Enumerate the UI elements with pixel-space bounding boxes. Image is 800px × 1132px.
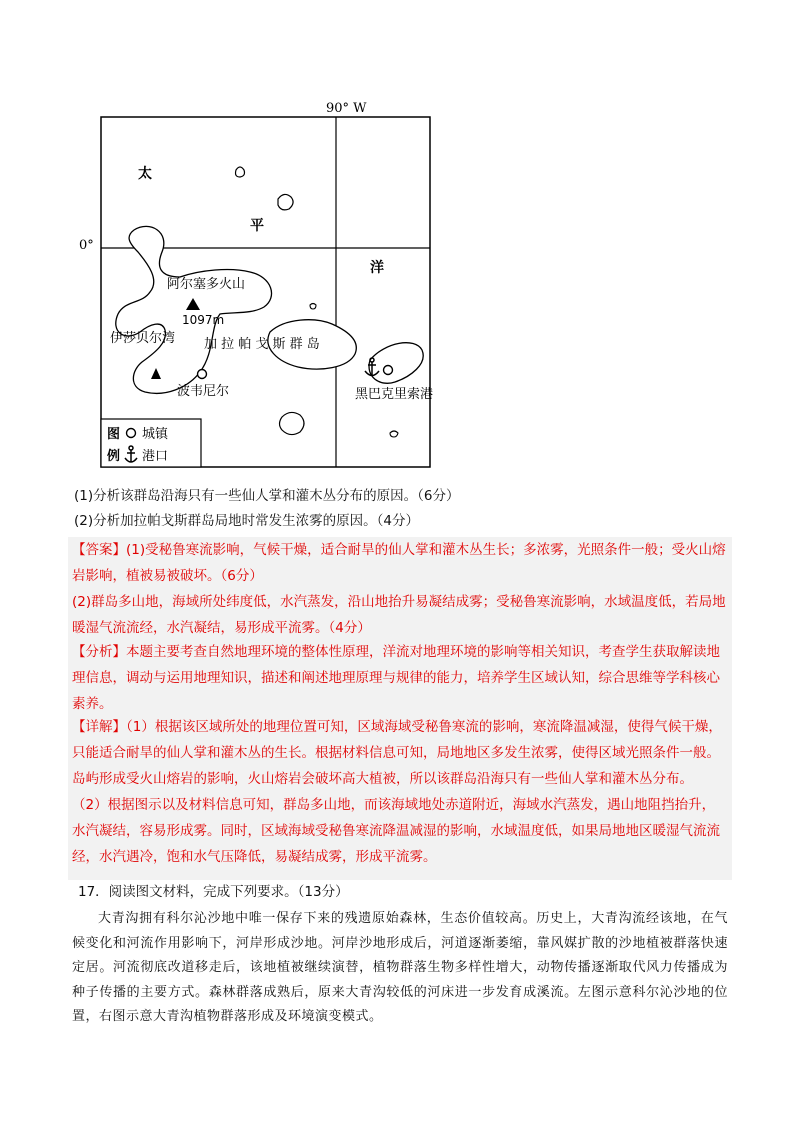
town-icon [198, 370, 207, 379]
question-17-title: 17．阅读图文材料，完成下列要求。（13分） [78, 884, 349, 900]
answer-tag: 【答案】 [72, 542, 126, 558]
answer-part-2: (2)群岛多山地，海域所处纬度低，水汽蒸发，沿山地抬升易凝结成雾；受秘鲁寒流影响，水域温度低，若局地暖湿气流流经，水汽凝结，易形成平流雾。（4分） [72, 594, 726, 636]
question-17-passage: 大青沟拥有科尔沁沙地中唯一保存下来的残遗原始森林，生态价值较高。历史上，大青沟流经该地，在气候变化和河流作用影响下，河岸形成沙地。河岸沙地形成后，河道逐渐萎缩，靠风媒扩散的沙地植被群落快速定居。河流彻底改道移走后，该地植被继续演替，植物群落生物多样性增大，动物传播逐渐取代风力传播成为种子传播的主要方式。森林群落成熟后，原来大青沟较低的河床进一步发育成溪流。左图示意科尔沁沙地的位置，右图示意大青沟植物群落形成及环境演变模式。 [72, 911, 728, 1024]
port-label: 黑巴克里索港 [355, 387, 434, 402]
island-pinta [278, 194, 293, 209]
analysis-tag: 【分析】 [72, 644, 126, 660]
island-north-small [236, 167, 245, 177]
legend-title-1: 图 [107, 427, 121, 442]
answer-part-1: (1)受秘鲁寒流影响，气候干燥，适合耐旱的仙人掌和灌木丛生长；多浓雾，光照条件一般；受火山熔岩影响，植被易被破坏。（6分） [72, 542, 726, 584]
legend-town-icon [127, 429, 136, 438]
elevation-label: 1097m [182, 313, 225, 327]
detail-tag: 【详解】 [72, 719, 126, 735]
analysis-block [68, 639, 732, 714]
longitude-label: 90° W [326, 101, 367, 116]
latitude-label: 0° [79, 238, 94, 253]
ocean-char-2: 平 [250, 218, 264, 234]
island-tiny-1 [310, 304, 316, 310]
legend-port-label: 港口 [142, 449, 169, 464]
archipelago-label: 加 拉 帕 戈 斯 群 岛 [204, 337, 320, 352]
legend-title-2: 例 [107, 449, 121, 464]
volcano-label: 阿尔塞多火山 [167, 277, 246, 292]
question-2: (2)分析加拉帕戈斯群岛局地时常发生浓雾的原因。（4分） [74, 513, 419, 529]
port-town-icon [384, 366, 393, 375]
question-1: (1)分析该群岛沿海只有一些仙人掌和灌木丛分布的原因。（6分） [74, 488, 460, 504]
legend-town-label: 城镇 [142, 427, 169, 442]
town-label: 波韦尼尔 [177, 384, 230, 399]
ocean-char-1: 太 [138, 166, 152, 182]
galapagos-map [70, 92, 470, 472]
detail-block [68, 714, 732, 880]
detail-part-1: （1）根据该区域所处的地理位置可知，区域海域受秘鲁寒流的影响，寒流降温减湿，使得气候干燥，只能适合耐旱的仙人掌和灌木丛的生长。根据材料信息可知，局地地区多发生浓雾，使得区域光照条件一般。岛屿形成受火山熔岩的影响，火山熔岩会破坏高大植被，所以该群岛沿海只有一些仙人掌和灌木丛分布。 [72, 719, 722, 787]
ocean-char-3: 洋 [370, 260, 384, 276]
island-south [280, 412, 305, 434]
island-tiny-2 [390, 431, 398, 437]
detail-part-2: （2）根据图示以及材料信息可知，群岛多山地，而该海域地处赤道附近，海域水汽蒸发，遇山地阻挡抬升，水汽凝结，容易形成雾。同时，区域海域受秘鲁寒流降温减湿的影响，水域温度低，如果局地地区暖湿气流流经，水汽遇冷，饱和水气压降低，易凝结成雾，形成平流雾。 [72, 797, 720, 865]
answer-block [68, 537, 732, 639]
analysis-text: 本题主要考查自然地理环境的整体性原理，洋流对地理环境的影响等相关知识，考查学生获取解读地理信息，调动与运用地理知识，描述和阐述地理原理与规律的能力，培养学生区域认知，综合思维等学科核心素养。 [72, 644, 720, 712]
bay-label: 伊莎贝尔湾 [110, 331, 176, 346]
